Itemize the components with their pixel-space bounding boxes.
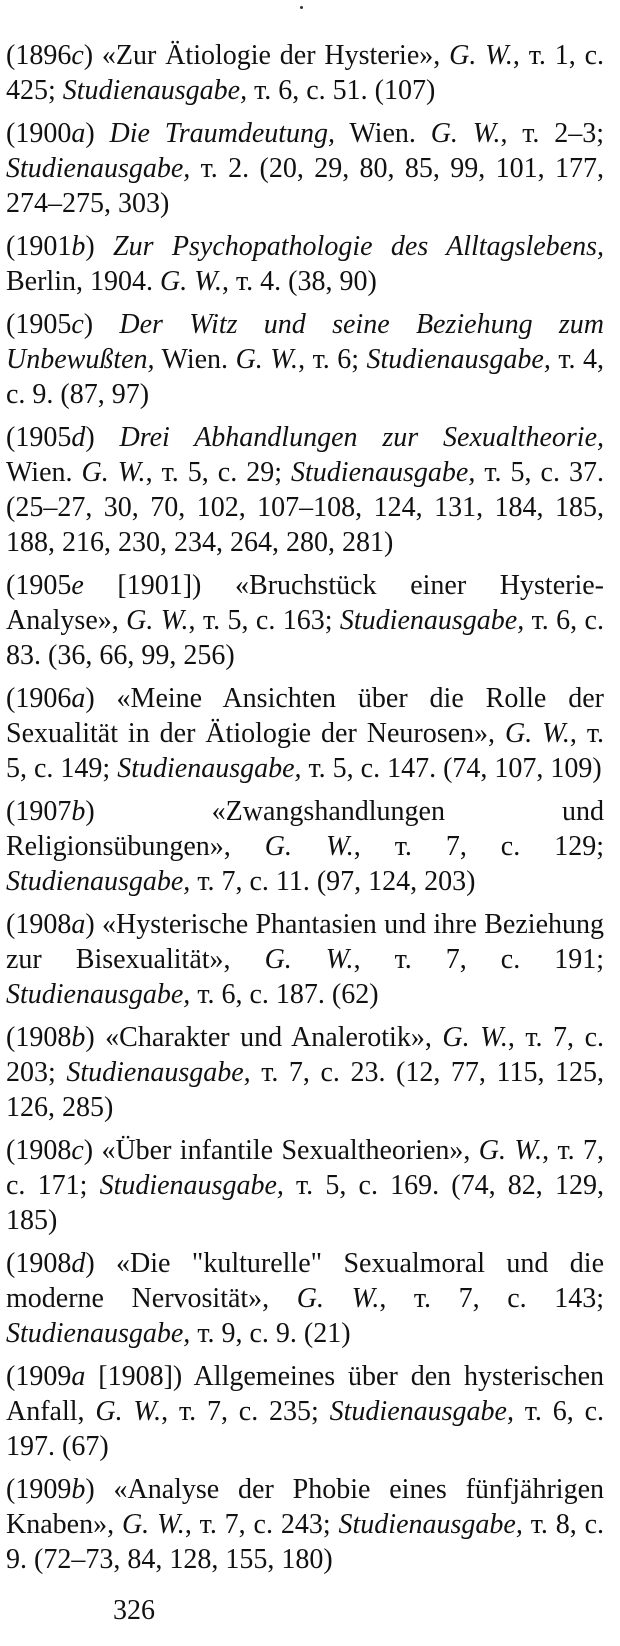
entry-text: т. 6, с. 83. (36, 66, 99, 256) [6, 605, 604, 671]
entry-italic-text: Studienausgabe, [366, 344, 551, 375]
entry-italic-text: b [71, 796, 86, 827]
entry-italic-text: Der Witz und seine Beziehung zum Unbewußten, [6, 309, 605, 375]
entry-italic-text: b [71, 1474, 86, 1505]
entry-text: Wien. [6, 457, 82, 488]
entry-text: , т. 2–3; [500, 118, 604, 149]
entry-italic-text: G. W. [478, 1135, 543, 1166]
entry-text: ) «Zur Ätiologie der Hysterie», [83, 40, 450, 71]
entry-text: т. 4, с. 9. (87, 97) [6, 344, 604, 410]
entry-italic-text: b [71, 231, 86, 262]
entry-italic-text: G. W. [264, 944, 354, 975]
entry-italic-text: Studienausgabe, [338, 1509, 523, 1540]
entry-text: ) «Über infantile Sexualtheorien», [83, 1135, 479, 1166]
bibliography-entry [6, 229, 604, 299]
entry-text: т. 6, с. 197. (67) [6, 1396, 605, 1462]
entry-italic-text: Studienausgabe, [6, 153, 191, 184]
entry-text: ) «Hysterische Phantasien und ihre Beziehung zur Bisexualität», [6, 909, 604, 975]
entry-italic-text: Drei Abhandlungen zur Sexualtheorie, [119, 422, 604, 453]
entry-italic-text: c [71, 40, 84, 71]
entry-text: т. 5, с. 169. (74, 82, 129, 185) [6, 1170, 604, 1236]
entry-italic-text: G. W. [264, 831, 354, 862]
entry-italic-text: Studienausgabe, [6, 979, 191, 1010]
bibliography-entry [6, 1472, 604, 1577]
entry-text: (1900 [6, 118, 72, 149]
entry-italic-text: G. W. [160, 266, 222, 297]
entry-text: , т. 7, с. 191; [353, 944, 604, 975]
entry-italic-text: G. W. [442, 1022, 508, 1053]
entry-text: , т. 1, с. 425; [6, 40, 605, 106]
entry-text: (1908 [6, 1022, 72, 1053]
entry-italic-text: Studienausgabe, [6, 1318, 191, 1349]
entry-text: ) «Die "kulturelle" Sexualmoral und die moderne Nervosität», [6, 1248, 604, 1314]
entry-text: (1896 [6, 40, 72, 71]
bibliography-entry [6, 1020, 604, 1125]
entry-italic-text: G. W. [504, 718, 570, 749]
entry-text: (1908 [6, 909, 72, 940]
entry-italic-text: Studienausgabe, [99, 1170, 284, 1201]
entry-text: ) [85, 231, 114, 262]
entry-text: , т. 5, с. 163; [188, 605, 340, 636]
entry-text: ) [83, 309, 120, 340]
entry-text: (1905 [6, 422, 72, 453]
entry-italic-text: Studienausgabe, [66, 1057, 251, 1088]
entry-italic-text: b [71, 1022, 86, 1053]
entry-italic-text: G. W. [449, 40, 513, 71]
entry-italic-text: G. W. [81, 457, 146, 488]
entry-text: (1909 [6, 1361, 72, 1392]
ink-dot [300, 6, 303, 9]
entry-text: , т. 7, с. 243; [184, 1509, 339, 1540]
entry-italic-text: Studienausgabe, [291, 457, 476, 488]
entry-text: (1908 [6, 1135, 72, 1166]
entry-italic-text: G. W. [430, 118, 501, 149]
entry-text: (1906 [6, 683, 72, 714]
bibliography-list [6, 38, 604, 1585]
entry-italic-text: Studienausgabe, [6, 866, 191, 897]
entry-text: т. 8, с. 9. (72–73, 84, 128, 155, 180) [6, 1509, 605, 1575]
bibliography-entry [6, 116, 604, 221]
entry-text: (1901 [6, 231, 72, 262]
bibliography-entry [6, 568, 604, 673]
entry-text: , т. 7, с. 171; [6, 1135, 604, 1201]
entry-text: , т. 6; [298, 344, 367, 375]
entry-italic-text: a [71, 1361, 86, 1392]
entry-text: , т. 5, с. 149; [6, 718, 604, 784]
entry-italic-text: G. W. [126, 605, 189, 636]
entry-italic-text: G. W. [121, 1509, 185, 1540]
entry-text: , т. 7, с. 129; [353, 831, 604, 862]
entry-italic-text: Studienausgabe, [339, 605, 525, 636]
entry-italic-text: d [71, 1248, 86, 1279]
entry-text: (1907 [6, 796, 72, 827]
entry-italic-text: G. W. [296, 1283, 380, 1314]
entry-text: (1909 [6, 1474, 72, 1505]
entry-italic-text: a [71, 118, 86, 149]
entry-italic-text: Studienausgabe, [62, 75, 248, 106]
entry-text: , т. 7, с. 143; [379, 1283, 604, 1314]
bibliography-entry [6, 38, 604, 108]
entry-text: т. 6, с. 187. (62) [190, 979, 379, 1010]
entry-text: , т. 7, с. 235; [161, 1396, 330, 1427]
entry-italic-text: Studienausgabe, [329, 1396, 514, 1427]
entry-text: ) [85, 422, 120, 453]
entry-text: т. 2. (20, 29, 80, 85, 99, 101, 177, 274–275, 303) [6, 153, 604, 219]
entry-text: (1905 [6, 309, 72, 340]
entry-text: [1901]) «Bruchstück einer Hysterie-Analyse», [6, 570, 604, 636]
entry-text: , т. 5, с. 29; [145, 457, 292, 488]
page-number: 326 [113, 1595, 155, 1626]
bibliography-entry [6, 907, 604, 1012]
bibliography-entry [6, 420, 604, 560]
entry-italic-text: Die Traumdeutung, [109, 118, 336, 149]
entry-text: т. 5, с. 147. (74, 107, 109) [301, 753, 602, 784]
entry-text: [1908]) Allgemeines über den hysterischen Anfall, [6, 1361, 604, 1427]
entry-text: , т. 7, с. 203; [6, 1022, 604, 1088]
entry-text: т. 5, с. 37. (25–27, 30, 70, 102, 107–108, 124, 131, 184, 185, 188, 216, 230, 234, 264, 280, 281) [6, 457, 605, 558]
entry-text: Berlin, 1904. [6, 266, 160, 297]
bibliography-entry [6, 794, 604, 899]
entry-text: ) «Charakter und Analerotik», [85, 1022, 443, 1053]
entry-text: ) «Zwangshandlungen und Religionsübungen», [6, 796, 604, 862]
entry-italic-text: a [71, 909, 86, 940]
entry-italic-text: c [71, 309, 84, 340]
entry-italic-text: d [71, 422, 86, 453]
entry-italic-text: Zur Psychopathologie des Alltagslebens, [113, 231, 604, 262]
entry-italic-text: a [71, 683, 86, 714]
entry-text: (1905 [6, 570, 72, 601]
entry-text: ) «Analyse der Phobie eines fünfjährigen Knaben», [6, 1474, 604, 1540]
entry-italic-text: Studienausgabe, [117, 753, 302, 784]
bibliography-entry [6, 307, 604, 412]
entry-text: , т. 4. (38, 90) [221, 266, 377, 297]
bibliography-entry [6, 1133, 604, 1238]
entry-italic-text: G. W. [95, 1396, 162, 1427]
entry-text: т. 6, с. 51. (107) [247, 75, 436, 106]
entry-text: Wien. [335, 118, 431, 149]
entry-text: т. 7, с. 23. (12, 77, 115, 125, 126, 285) [6, 1057, 604, 1123]
entry-text: (1908 [6, 1248, 72, 1279]
entry-text: Wien. [154, 344, 236, 375]
bibliography-entry [6, 1246, 604, 1351]
entry-text: т. 9, с. 9. (21) [190, 1318, 351, 1349]
bibliography-entry [6, 681, 604, 786]
entry-italic-text: G. W. [235, 344, 299, 375]
entry-italic-text: e [71, 570, 84, 601]
entry-text: т. 7, с. 11. (97, 124, 203) [190, 866, 476, 897]
entry-text: ) [85, 118, 110, 149]
entry-text: ) «Meine Ansichten über die Rolle der Sexualität in der Ätiologie der Neurosen», [6, 683, 604, 749]
bibliography-entry [6, 1359, 604, 1464]
entry-italic-text: c [71, 1135, 84, 1166]
